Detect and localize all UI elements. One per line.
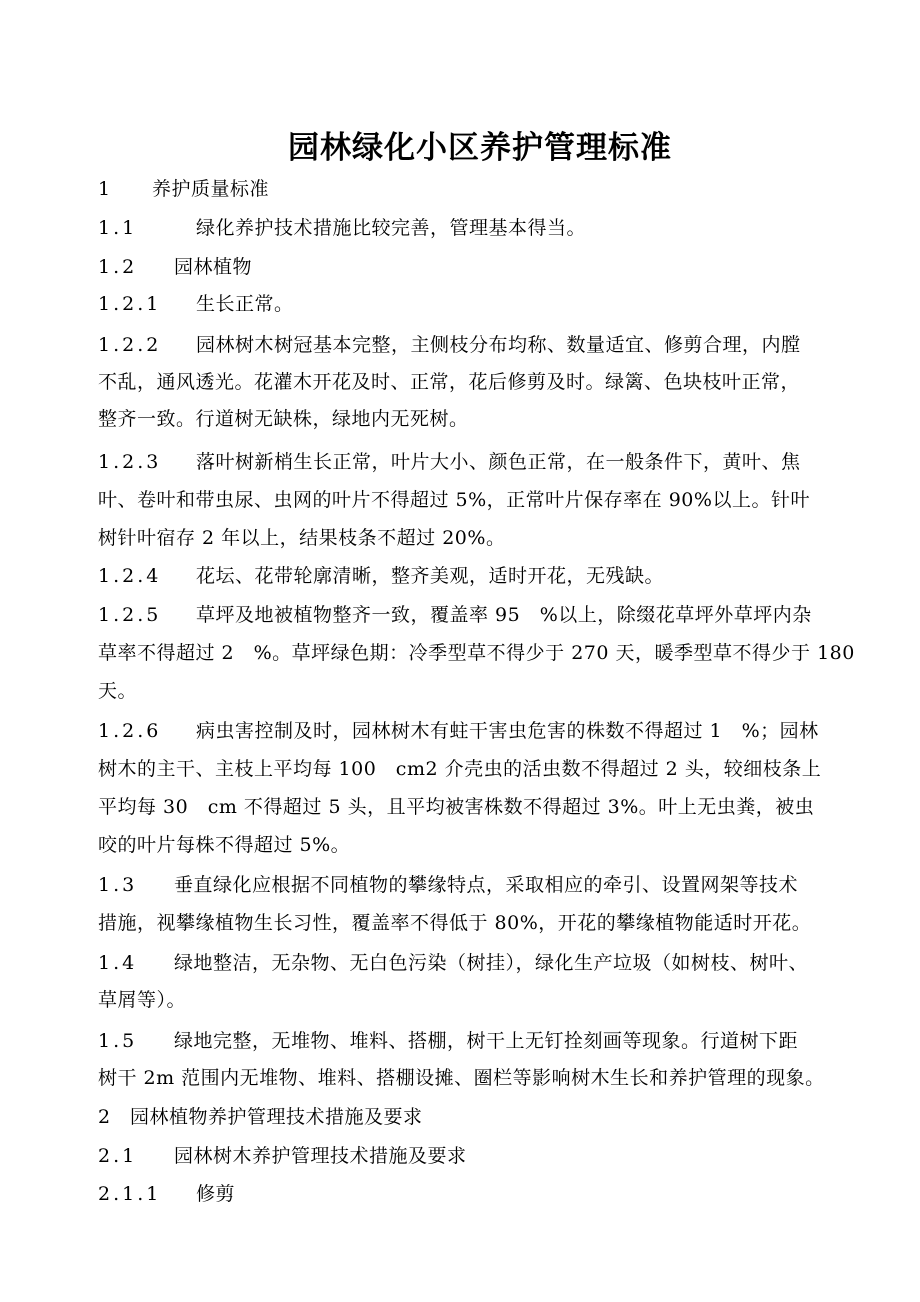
- section-number: 1.1: [98, 217, 138, 239]
- line-text: 措施，视攀缘植物生长习性，覆盖率不得低于 80%，开花的攀缘植物能适时开花。: [98, 912, 812, 934]
- line-text: 草率不得超过 2 %。草坪绿色期：冷季型草不得少于 270 天，暖季型草不得少于 180: [98, 642, 855, 664]
- text-line: [98, 604, 812, 626]
- line-text: 天。: [98, 680, 138, 702]
- section-number: 1.2.4: [98, 565, 162, 587]
- text-line: [98, 1030, 799, 1052]
- text-line: [98, 642, 855, 664]
- section-number: 1.2.5: [98, 604, 162, 626]
- line-text: 园林植物: [174, 256, 253, 278]
- section-number: 1.5: [98, 1030, 138, 1052]
- line-text: 不乱，通风透光。花灌木开花及时、正常，花后修剪及时。绿篱、色块枝叶正常，: [98, 371, 801, 393]
- text-line: [98, 952, 809, 974]
- line-text: 整齐一致。行道树无缺株，绿地内无死树。: [98, 408, 469, 430]
- text-line: [98, 217, 587, 239]
- section-number: 1.2.2: [98, 334, 162, 356]
- text-line: [98, 1067, 825, 1089]
- line-text: 园林树木养护管理技术措施及要求: [174, 1145, 467, 1167]
- line-text: 平均每 30 cm 不得超过 5 头，且平均被害株数不得超过 3%。叶上无虫粪，被虫: [98, 796, 815, 818]
- line-text: 树木的主干、主枝上平均每 100 cm2 介壳虫的活虫数不得超过 2 头，较细枝条上: [98, 758, 822, 780]
- text-line: [98, 1106, 423, 1128]
- section-number: 2.1: [98, 1145, 138, 1167]
- section-number: 1.2: [98, 256, 138, 278]
- text-line: [98, 720, 819, 742]
- text-line: [98, 451, 801, 473]
- line-text: 绿化养护技术措施比较完善，管理基本得当。: [196, 217, 587, 239]
- text-line: [98, 293, 294, 315]
- line-text: 病虫害控制及时，园林树木有蛀干害虫危害的株数不得超过 1 %；园林: [196, 720, 819, 742]
- text-line: [98, 796, 814, 818]
- text-line: [98, 1183, 236, 1205]
- page-title: 园林绿化小区养护管理标准: [288, 130, 672, 166]
- text-line: [98, 989, 186, 1011]
- line-text: 树针叶宿存 2 年以上，结果枝条不超过 20%。: [98, 527, 506, 549]
- section-number: 1.3: [98, 874, 138, 896]
- line-text: 树干 2m 范围内无堆物、堆料、搭棚设摊、圈栏等影响树木生长和养护管理的现象。: [98, 1067, 825, 1089]
- text-line: [98, 758, 821, 780]
- text-line: [98, 912, 811, 934]
- line-text: 园林树木树冠基本完整，主侧枝分布均称、数量适宜、修剪合理，内膛: [196, 334, 801, 356]
- line-text: 落叶树新梢生长正常，叶片大小、颜色正常，在一般条件下，黄叶、焦: [196, 451, 801, 473]
- line-text: 生长正常。: [196, 293, 294, 315]
- text-line: [98, 256, 253, 278]
- text-line: [98, 489, 810, 511]
- text-line: [98, 565, 665, 587]
- line-text: 咬的叶片每株不得超过 5%。: [98, 834, 351, 856]
- section-number: 1: [98, 178, 114, 200]
- text-line: [98, 408, 469, 430]
- line-text: 花坛、花带轮廓清晰，整齐美观，适时开花，无残缺。: [196, 565, 665, 587]
- text-line: [98, 178, 270, 200]
- section-number: 1.4: [98, 952, 138, 974]
- line-text: 叶、卷叶和带虫尿、虫网的叶片不得超过 5%，正常叶片保存率在 90%以上。针叶: [98, 489, 810, 511]
- text-line: [98, 1145, 467, 1167]
- line-text: 绿地完整，无堆物、堆料、搭棚，树干上无钉拴刻画等现象。行道树下距: [174, 1030, 799, 1052]
- line-text: 绿地整洁，无杂物、无白色污染（树挂），绿化生产垃圾（如树枝、树叶、: [174, 952, 809, 974]
- section-number: 1.2.1: [98, 293, 162, 315]
- line-text: 园林植物养护管理技术措施及要求: [130, 1106, 423, 1128]
- line-text: 修剪: [196, 1183, 236, 1205]
- text-line: [98, 527, 505, 549]
- line-text: 养护质量标准: [152, 178, 270, 200]
- section-number: 1.2.6: [98, 720, 162, 742]
- text-line: [98, 334, 801, 356]
- section-number: 2.1.1: [98, 1183, 162, 1205]
- line-text: 草坪及地被植物整齐一致，覆盖率 95 %以上，除缀花草坪外草坪内杂: [196, 604, 812, 626]
- line-text: 垂直绿化应根据不同植物的攀缘特点，采取相应的牵引、设置网架等技术: [174, 874, 799, 896]
- line-text: 草屑等）。: [98, 989, 187, 1011]
- text-line: [98, 371, 800, 393]
- section-number: 2: [98, 1106, 114, 1128]
- text-line: [98, 834, 350, 856]
- section-number: 1.2.3: [98, 451, 162, 473]
- text-line: [98, 680, 137, 702]
- text-line: [98, 874, 799, 896]
